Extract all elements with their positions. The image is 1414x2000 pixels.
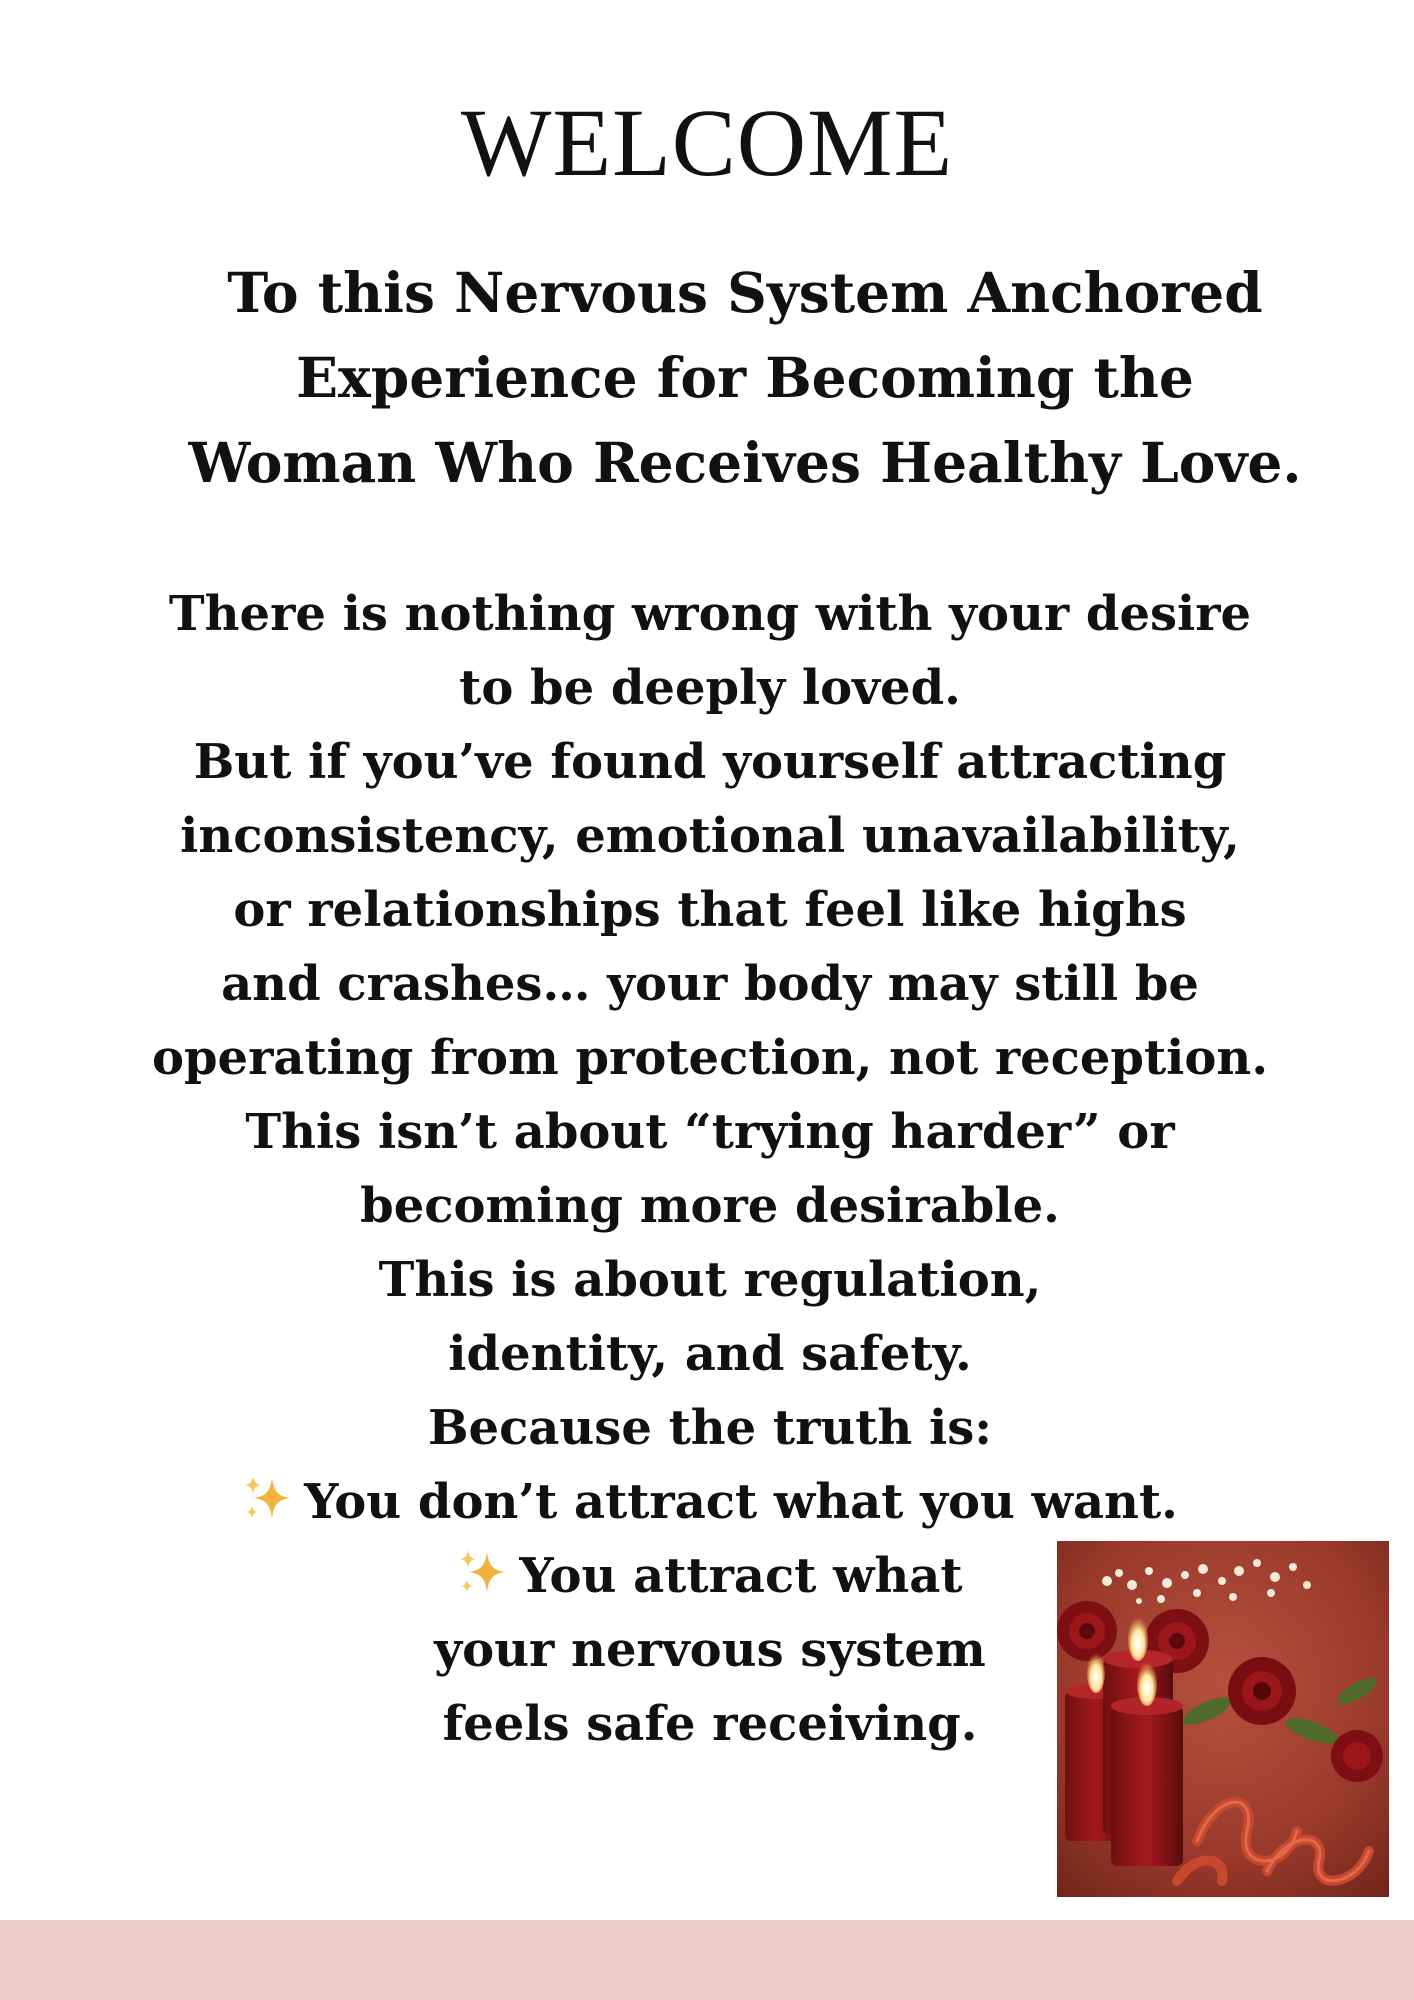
body-line: becoming more desirable.	[360, 1178, 1060, 1234]
sparkle-line	[140, 1465, 1280, 1539]
page-title: WELCOME	[460, 89, 954, 196]
body-line: Because the truth is:	[427, 1400, 993, 1456]
sparkle-line-text: You attract what	[519, 1548, 963, 1604]
body-line: your nervous system	[434, 1622, 986, 1678]
body-line: But if you’ve found yourself attracting	[193, 734, 1227, 790]
body-line: There is nothing wrong with your desire	[168, 586, 1252, 642]
body-line: inconsistency, emotional unavailability,	[180, 808, 1240, 864]
footer-band	[0, 1920, 1414, 2000]
subtitle	[180, 250, 1310, 505]
body-line: to be deeply loved.	[459, 660, 961, 716]
body-line: and crashes… your body may still be	[221, 956, 1199, 1012]
sparkles-icon	[242, 1465, 294, 1539]
candles-roses-photo	[1057, 1541, 1389, 1897]
body-line: identity, and safety.	[448, 1326, 972, 1382]
body-line: This isn’t about “trying harder” or	[245, 1104, 1175, 1160]
body-line: or relationships that feel like highs	[233, 882, 1187, 938]
body-line: operating from protection, not reception.	[151, 1030, 1269, 1086]
subtitle-line: Woman Who Receives Healthy Love.	[188, 430, 1302, 495]
subtitle-line: To this Nervous System Anchored	[227, 260, 1263, 325]
sparkles-icon	[457, 1539, 509, 1613]
sparkle-line-text: You don’t attract what you want.	[304, 1474, 1178, 1530]
subtitle-line: Experience for Becoming the	[296, 345, 1194, 410]
body-line: This is about regulation,	[378, 1252, 1042, 1308]
body-line: feels safe receiving.	[442, 1696, 978, 1752]
